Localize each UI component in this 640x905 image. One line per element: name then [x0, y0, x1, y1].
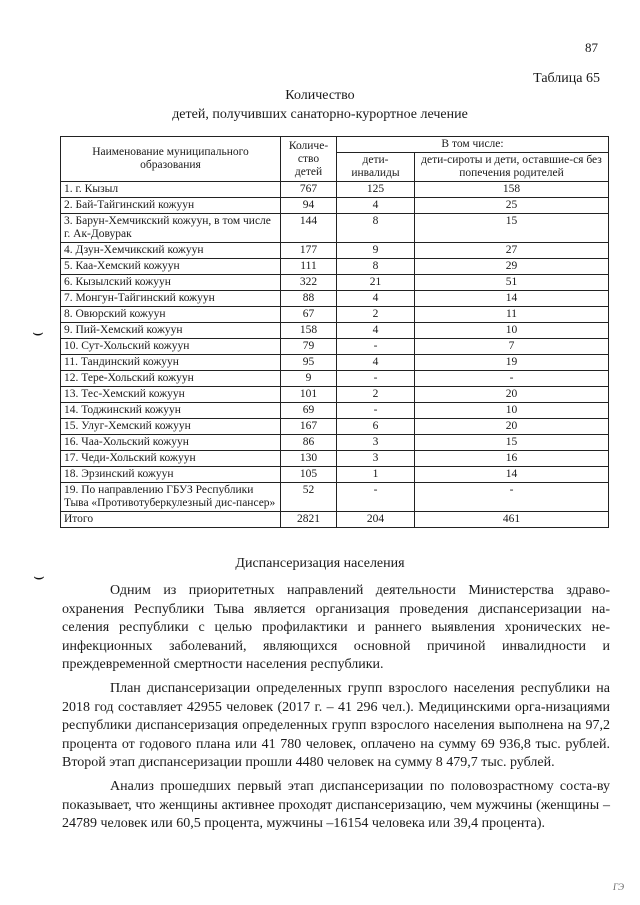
cell-disabled: - [337, 371, 415, 387]
cell-count: 52 [281, 483, 337, 512]
cell-name: 15. Улуг-Хемский кожуун [61, 419, 281, 435]
cell-name: 9. Пий-Хемский кожуун [61, 323, 281, 339]
cell-disabled: 2 [337, 387, 415, 403]
cell-disabled: 9 [337, 243, 415, 259]
cell-count: 130 [281, 451, 337, 467]
cell-orphans: 14 [415, 291, 609, 307]
table-row [61, 198, 609, 214]
cell-count: 69 [281, 403, 337, 419]
table-row [61, 403, 609, 419]
cell-count: 158 [281, 323, 337, 339]
cell-count: 67 [281, 307, 337, 323]
cell-orphans: 29 [415, 259, 609, 275]
table-row [61, 339, 609, 355]
table-row [61, 467, 609, 483]
table-row [61, 259, 609, 275]
children-treatment-table [60, 136, 609, 528]
cell-orphans: 15 [415, 435, 609, 451]
table-body [61, 182, 609, 528]
cell-name: 7. Монгун-Тайгинский кожуун [61, 291, 281, 307]
table-row [61, 307, 609, 323]
cell-count: 9 [281, 371, 337, 387]
table-row [61, 275, 609, 291]
cell-name: 14. Тоджинский кожуун [61, 403, 281, 419]
cell-disabled: 4 [337, 323, 415, 339]
cell-name: 8. Овюрский кожуун [61, 307, 281, 323]
cell-disabled: 6 [337, 419, 415, 435]
section-heading: Диспансеризация населения [235, 556, 405, 571]
paragraph: План диспансеризации определенных групп взрослого населения республики на 2018 год составляет 42955 человек (2017 г. – 41 296 чел.). Медицинскими орга-низациями республики диспансеризация определенных групп взрослого населения выполнена на 97,2 процента от годового плана или 41 780 человек, оплачено на сумму 69 936,8 тыс. рублей. Второй этап диспансеризации прошли 4480 человек на сумму 8 479,7 тыс. рублей. [62, 680, 610, 771]
cell-count: 94 [281, 198, 337, 214]
cell-name: 2. Бай-Тайгинский кожуун [61, 198, 281, 214]
cell-count: 95 [281, 355, 337, 371]
cell-name: 18. Эрзинский кожуун [61, 467, 281, 483]
cell-name: 4. Дзун-Хемчикский кожуун [61, 243, 281, 259]
cell-disabled: 204 [337, 512, 415, 528]
cell-count: 767 [281, 182, 337, 198]
cell-disabled: 2 [337, 307, 415, 323]
cell-count: 177 [281, 243, 337, 259]
cell-orphans: 25 [415, 198, 609, 214]
table-row [61, 512, 609, 528]
cell-orphans: 19 [415, 355, 609, 371]
cell-name: 19. По направлению ГБУЗ Республики Тыва «Противотуберкулезный дис-пансер» [61, 483, 281, 512]
cell-orphans: - [415, 483, 609, 512]
cell-orphans: - [415, 371, 609, 387]
cell-count: 105 [281, 467, 337, 483]
cell-disabled: 3 [337, 435, 415, 451]
paragraph: Одним из приоритетных направлений деятельности Министерства здраво-охранения Республики Тыва является организация проведения диспансеризации на-селения республики с целью профилактики и раннего выявления хронических не-инфекционных заболеваний, являющихся основной причиной инвалидности и преждевременной смертности населения республики. [62, 583, 610, 673]
header-orphans: дети-сироты и дети, оставшие-ся без попечения родителей [415, 153, 609, 182]
cell-orphans: 14 [415, 467, 609, 483]
table-row [61, 435, 609, 451]
header-including: В том числе: [337, 137, 609, 153]
cell-count: 322 [281, 275, 337, 291]
cell-orphans: 461 [415, 512, 609, 528]
page-number: 87 [585, 40, 598, 55]
cell-disabled: - [337, 339, 415, 355]
header-children-count: Количе-ство детей [281, 137, 337, 182]
corner-mark: ГЭ [612, 882, 624, 892]
cell-disabled: 4 [337, 291, 415, 307]
table-row [61, 419, 609, 435]
cell-count: 167 [281, 419, 337, 435]
cell-name: Итого [61, 512, 281, 528]
cell-orphans: 15 [415, 214, 609, 243]
cell-name: 5. Каа-Хемский кожуун [61, 259, 281, 275]
table-row [61, 182, 609, 198]
table-label: Таблица 65 [533, 71, 600, 86]
cell-name: 1. г. Кызыл [61, 182, 281, 198]
table-row [61, 355, 609, 371]
table-row [61, 483, 609, 512]
cell-name: 10. Сут-Хольский кожуун [61, 339, 281, 355]
table-row [61, 371, 609, 387]
cell-disabled: 3 [337, 451, 415, 467]
cell-disabled: 8 [337, 259, 415, 275]
table-title-line1: Количество [285, 88, 355, 103]
cell-count: 101 [281, 387, 337, 403]
cell-orphans: 16 [415, 451, 609, 467]
cell-name: 13. Тес-Хемский кожуун [61, 387, 281, 403]
cell-orphans: 20 [415, 387, 609, 403]
cell-orphans: 51 [415, 275, 609, 291]
table-row [61, 214, 609, 243]
cell-disabled: - [337, 483, 415, 512]
cell-orphans: 7 [415, 339, 609, 355]
cell-disabled: 8 [337, 214, 415, 243]
cell-disabled: - [337, 403, 415, 419]
header-municipality: Наименование муниципального образования [61, 137, 281, 182]
cell-count: 86 [281, 435, 337, 451]
margin-mark: ⌣ [32, 322, 44, 342]
margin-mark: ⌣ [33, 566, 45, 586]
table-title [0, 86, 640, 124]
table-row [61, 243, 609, 259]
header-disabled-children: дети-инвалиды [337, 153, 415, 182]
table-row [61, 323, 609, 339]
table-row [61, 291, 609, 307]
cell-name: 16. Чаа-Хольский кожуун [61, 435, 281, 451]
cell-disabled: 1 [337, 467, 415, 483]
cell-disabled: 21 [337, 275, 415, 291]
cell-name: 12. Тере-Хольский кожуун [61, 371, 281, 387]
cell-name: 6. Кызылский кожуун [61, 275, 281, 291]
table-row [61, 451, 609, 467]
cell-name: 3. Барун-Хемчикский кожуун, в том числе г. Ак-Довурак [61, 214, 281, 243]
cell-disabled: 4 [337, 198, 415, 214]
cell-name: 11. Тандинский кожуун [61, 355, 281, 371]
cell-count: 88 [281, 291, 337, 307]
cell-count: 2821 [281, 512, 337, 528]
table-title-line2: детей, получивших санаторно-курортное лечение [172, 107, 468, 122]
cell-disabled: 4 [337, 355, 415, 371]
body-text [62, 582, 610, 839]
cell-orphans: 27 [415, 243, 609, 259]
cell-count: 111 [281, 259, 337, 275]
cell-disabled: 125 [337, 182, 415, 198]
cell-orphans: 158 [415, 182, 609, 198]
cell-orphans: 20 [415, 419, 609, 435]
cell-orphans: 11 [415, 307, 609, 323]
table-row [61, 387, 609, 403]
cell-count: 79 [281, 339, 337, 355]
cell-orphans: 10 [415, 323, 609, 339]
cell-orphans: 10 [415, 403, 609, 419]
paragraph: Анализ прошедших первый этап диспансеризации по половозрастному соста-ву показывает, что женщины активнее проходят диспансеризацию, чем мужчины (женщины – 24789 человек или 60,5 процента, мужчины –16154 человека или 39,4 процента). [62, 778, 610, 832]
cell-name: 17. Чеди-Хольский кожуун [61, 451, 281, 467]
cell-count: 144 [281, 214, 337, 243]
